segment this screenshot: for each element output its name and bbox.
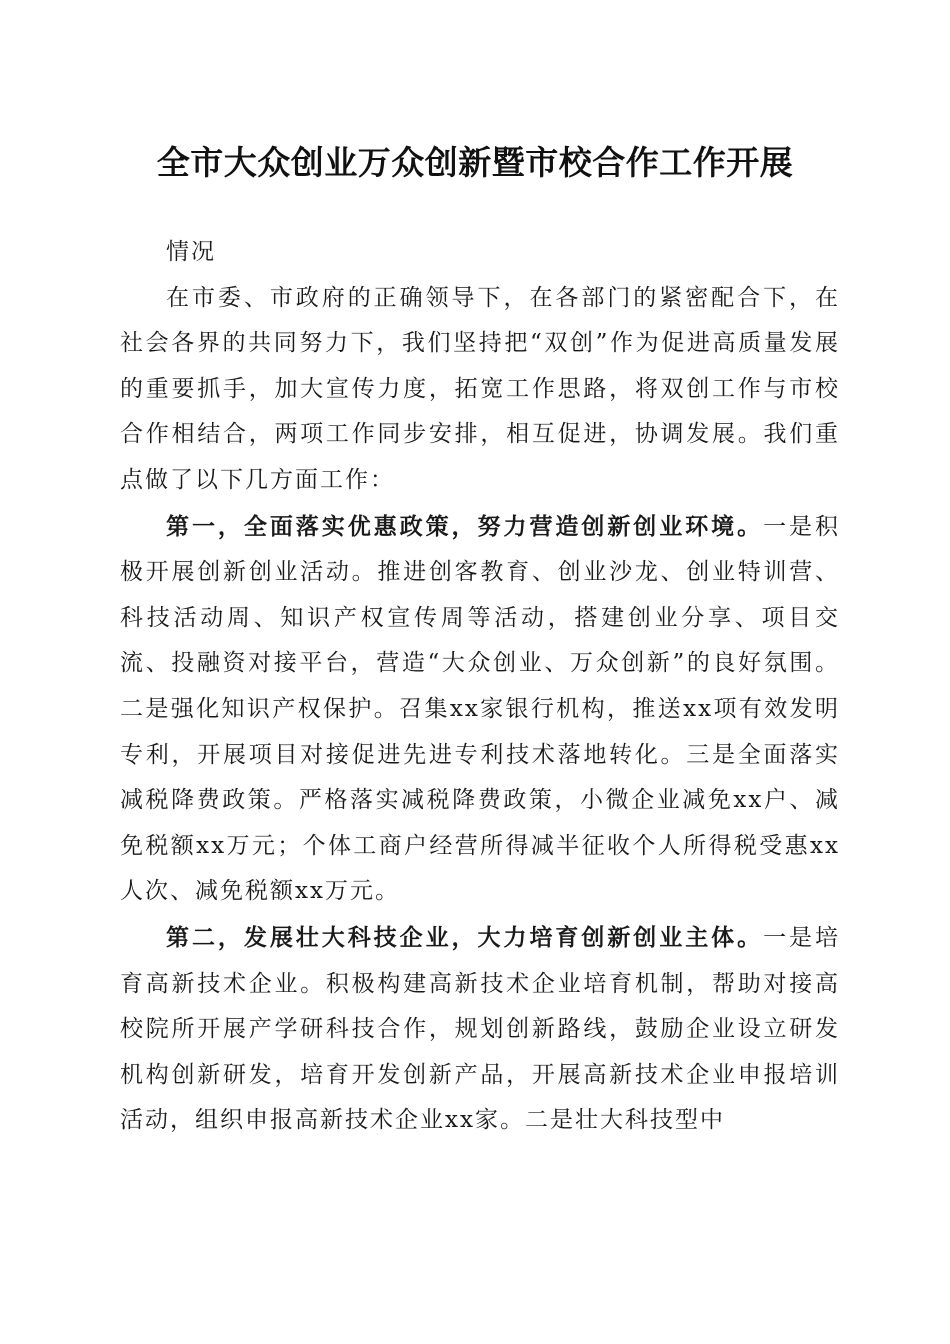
intro-paragraph: 在市委、市政府的正确领导下，在各部门的紧密配合下，在社会各界的共同努力下，我们坚持把“双创”作为促进高质量发展的重要抓手，加大宣传力度，拓宽工作思路，将双创工作与市校合作相结合，两项工作同步安排，相互促进，协调发展。我们重点做了以下几方面工作： <box>120 284 840 493</box>
section-2-text: 一是培育高新技术企业。积极构建高新技术企业培育机制，帮助对接高校院所开展产学研科技合作，规划创新路线，鼓励企业设立研发机构创新研发，培育开发创新产品，开展高新技术企业申报培训活动，组织申报高新技术企业xx家。二是壮大科技型中 <box>120 924 841 1134</box>
document-title: 全市大众创业万众创新暨市校合作工作开展 <box>156 143 794 182</box>
document-body <box>120 230 840 1144</box>
title-continuation: 情况 <box>166 239 216 265</box>
section-1-paragraph <box>120 504 840 915</box>
section-1-heading: 第一，全面落实优惠政策，努力营造创新创业环境。 <box>166 512 764 540</box>
section-2-heading: 第二，发展壮大科技企业，大力培育创新创业主体。 <box>166 923 764 951</box>
section-2-paragraph <box>120 915 840 1144</box>
section-1-text: 一是积极开展创新创业活动。推进创客教育、创业沙龙、创业特训营、科技活动周、知识产权宣传周等活动，搭建创业分享、项目交流、投融资对接平台，营造“大众创业、万众创新”的良好氛围。二是强化知识产权保护。召集xx家银行机构，推送xx项有效发明专利，开展项目对接促进先进专利技术落地转化。三是全面落实减税降费政策。严格落实减税降费政策，小微企业减免xx户、减免税额xx万元；个体工商户经营所得减半征收个人所得税受惠xx人次、减免税额xx万元。 <box>120 513 841 905</box>
